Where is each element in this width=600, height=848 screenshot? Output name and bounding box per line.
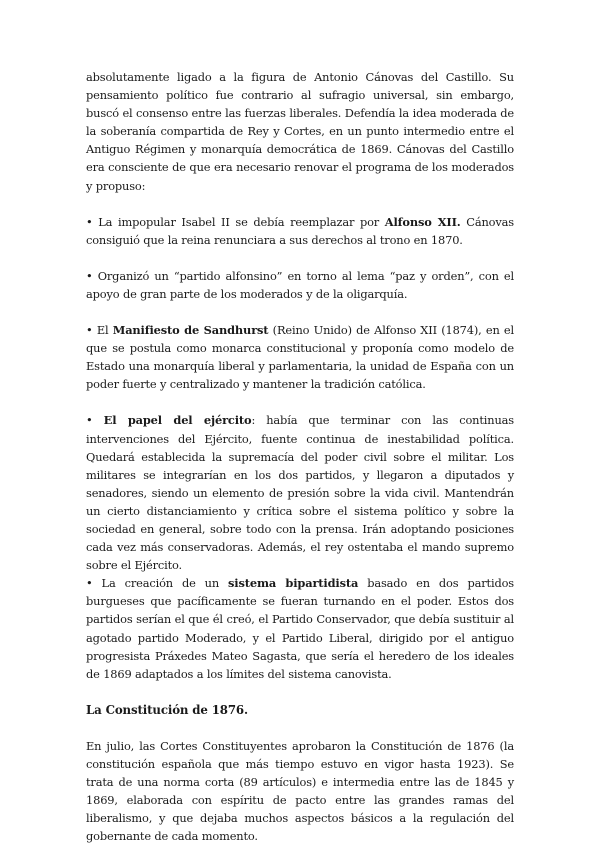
bullet-bipartidista [86, 574, 514, 683]
bullet-sandhurst-bold: Manifiesto de Sandhurst [112, 323, 269, 338]
bullet-ejercito [86, 411, 514, 574]
bullet-sandhurst-text: • El [86, 323, 113, 338]
bullet-bipartidista-rest: basado en dos partidos burgueses que pacíficamente se fueran turnando en el poder. Estos dos partidos serían el que él creó, el Partido Conservador, que debía sustituir al agotado partido Moderado, y el Partido Liberal, dirigido por el antiguo progresista Práxedes Mateo Sagasta, que sería el heredero de los ideales de 1869 adaptados a los límites del sistema canovista. [86, 576, 514, 681]
bullet-partido-alfonsino: • Organizó un “partido alfonsino” en torno al lema “paz y orden”, con el apoyo de gran parte de los moderados y de la oligarquía. [86, 268, 514, 301]
bullet-ejercito-bold: El papel del ejército [103, 413, 252, 428]
bullet-alfonso-rest: Cánovas consiguió que la reina renunciara a sus derechos al trono en 1870. [86, 214, 514, 247]
bullet-bipartidista-bold: sistema bipartidista [228, 576, 359, 591]
bullet-ejercito-rest: : había que terminar con las continuas intervenciones del Ejército, fuente continua de inestabilidad política. Quedará establecida la supremacía del poder civil sobre el militar. Los militares se integrarían en los dos partidos, y llegaron a diputados y senadores, siendo un elemento de presión sobre la vida civil. Mantendrán un cierto distanciamiento y crítica sobre el sistema político y sobre la sociedad en general, sobre todo con la prensa. Irán adoptando posiciones cada vez más conservadoras. Además, el rey ostentaba el mando supremo sobre el Ejército. [86, 413, 514, 573]
bullet-alfonso-text: • La impopular Isabel II se debía reemplazar por [86, 214, 385, 229]
bullet-alfonso-bold: Alfonso XII. [384, 214, 461, 229]
bullet-bipartidista-text: • La creación de un [86, 576, 229, 591]
bullet-ejercito-text: • [86, 413, 104, 428]
constitution-paragraph: En julio, las Cortes Constituyentes aprobaron la Constitución de 1876 (la constitución española que más tiempo estuvo en vigor hasta 1923). Se trata de una norma corta (89 artículos) e intermedia entre las de 1845 y 1869, elaborada con espíritu de pacto entre las grandes ramas del liberalismo, y que dejaba muchos aspectos básicos a la regulación del gobernante de cada momento. [86, 738, 514, 844]
bullet-sandhurst-rest: (Reino Unido) de Alfonso XII (1874), en el que se postula como monarca constitucional y proponía como modelo de Estado una monarquía liberal y parlamentaria, la unidad de España con un poder fuerte y centralizado y mantener la tradición católica. [86, 323, 514, 392]
intro-paragraph: absolutamente ligado a la figura de Antonio Cánovas del Castillo. Su pensamiento político fue contrario al sufragio universal, sin embargo, buscó el consenso entre las fuerzas liberales. Defendía la idea moderada de la soberanía compartida de Rey y Cortes, en un punto intermedio entre el Antiguo Régimen y monarquía democrática de 1869. Cánovas del Castillo era consciente de que era necesario renovar el programa de los moderados y propuso: [86, 70, 514, 193]
bullet-alfonso [86, 213, 514, 249]
bullet-sandhurst [86, 321, 514, 393]
section-heading: La Constitución de 1876. [86, 702, 248, 717]
